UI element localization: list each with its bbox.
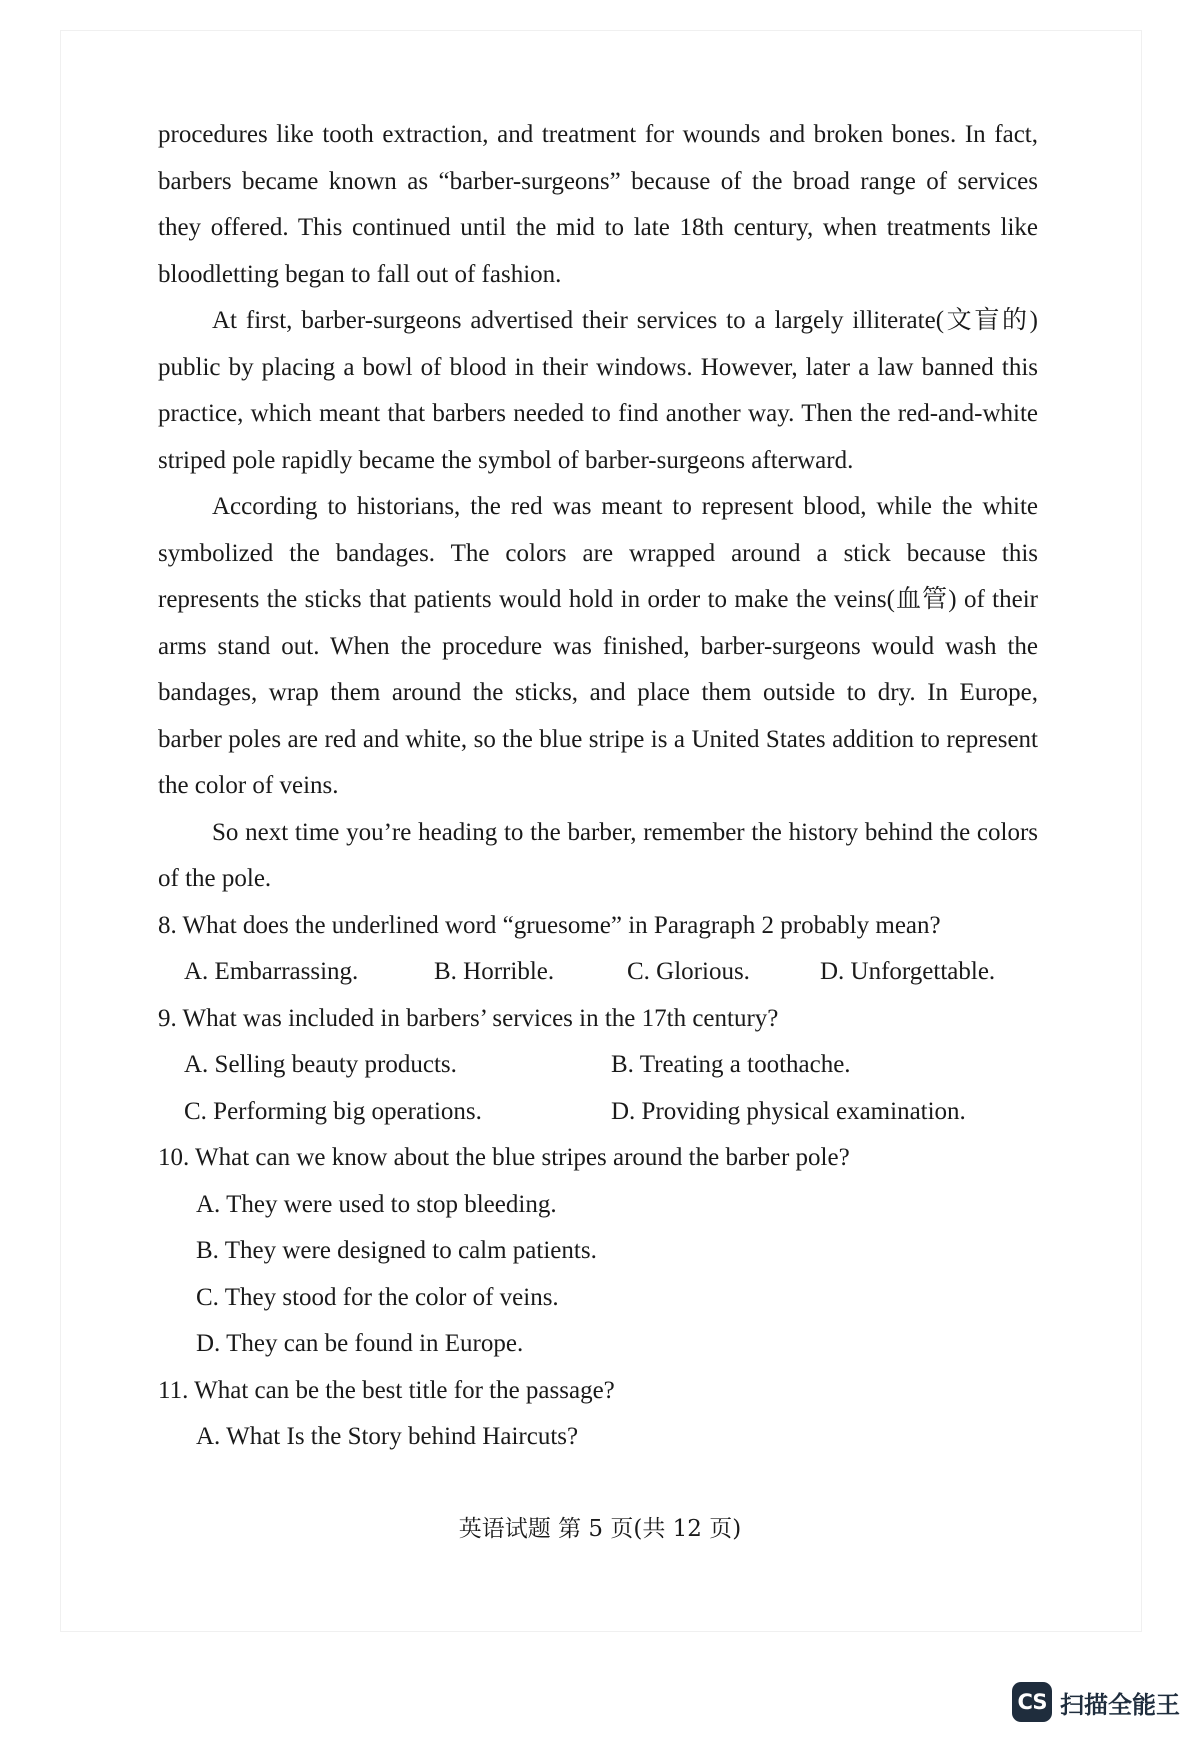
option-c: C. They stood for the color of veins. [196, 1283, 559, 1311]
watermark-label: 扫描全能王 [1060, 1690, 1180, 1719]
option-a: A. Selling beauty products. [184, 1051, 457, 1078]
option-b: B. They were designed to calm patients. [196, 1237, 597, 1264]
option-a: A. What Is the Story behind Haircuts? [196, 1423, 579, 1450]
camscanner-logo-icon: CS [1012, 1682, 1052, 1722]
option-d: D. Unforgettable. [820, 958, 996, 985]
option-d: D. Providing physical examination. [611, 1097, 966, 1125]
question-stem: 11. What can be the best title for the passage? [158, 1376, 615, 1404]
option-a: A. They were used to stop bleeding. [196, 1190, 557, 1218]
question-stem: 9. What was included in barbers’ services in the 17th century? [158, 1004, 779, 1032]
option-b: B. Horrible. [434, 958, 555, 985]
reading-passage [158, 112, 1038, 1461]
question-stem: 10. What can we know about the blue stripes around the barber pole? [158, 1144, 850, 1171]
option-c: C. Performing big operations. [184, 1097, 482, 1125]
option-c: C. Glorious. [627, 958, 750, 985]
option-d: D. They can be found in Europe. [196, 1330, 524, 1357]
option-b: B. Treating a toothache. [611, 1051, 851, 1078]
question-stem: 8. What does the underlined word “gruesome” in Paragraph 2 probably mean? [158, 911, 941, 939]
paragraph-1: procedures like tooth extraction, and treatment for wounds and broken bones. In fact, barbers became known as “barber-surgeons” because of the broad range of services they offered. This continued until the mid to late 18th century, when treatments like bloodletting began to fall out of fashion. [158, 121, 1038, 288]
paragraph-4: So next time you’re heading to the barber, remember the history behind the colors of the pole. [158, 818, 1038, 892]
paragraph-2: At first, barber-surgeons advertised their services to a largely illiterate(文盲的) public by placing a bowl of blood in their windows. However, later a law banned this practice, which meant that barbers needed to find another way. Then the red-and-white striped pole rapidly became the symbol of barber-surgeons afterward. [158, 307, 1038, 474]
question-10 [158, 1135, 1038, 1368]
camscanner-watermark [1012, 1682, 1180, 1722]
options-row [158, 949, 1038, 996]
options-row [158, 1042, 1038, 1089]
question-11 [158, 1368, 1038, 1461]
question-9 [158, 996, 1038, 1136]
options-row [158, 1089, 1038, 1136]
question-8 [158, 903, 1038, 996]
page-footer: 英语试题 第 5 页(共 12 页) [458, 1516, 742, 1542]
paragraph-3: According to historians, the red was meant to represent blood, while the white symbolized the bandages. The colors are wrapped around a stick because this represents the sticks that patients would hold in order to make the veins(血管) of their arms stand out. When the procedure was finished, barber-surgeons would wash the bandages, wrap them around the sticks, and place them outside to dry. In Europe, barber poles are red and white, so the blue stripe is a United States addition to represent the color of veins. [158, 493, 1038, 799]
option-a: A. Embarrassing. [184, 958, 359, 985]
